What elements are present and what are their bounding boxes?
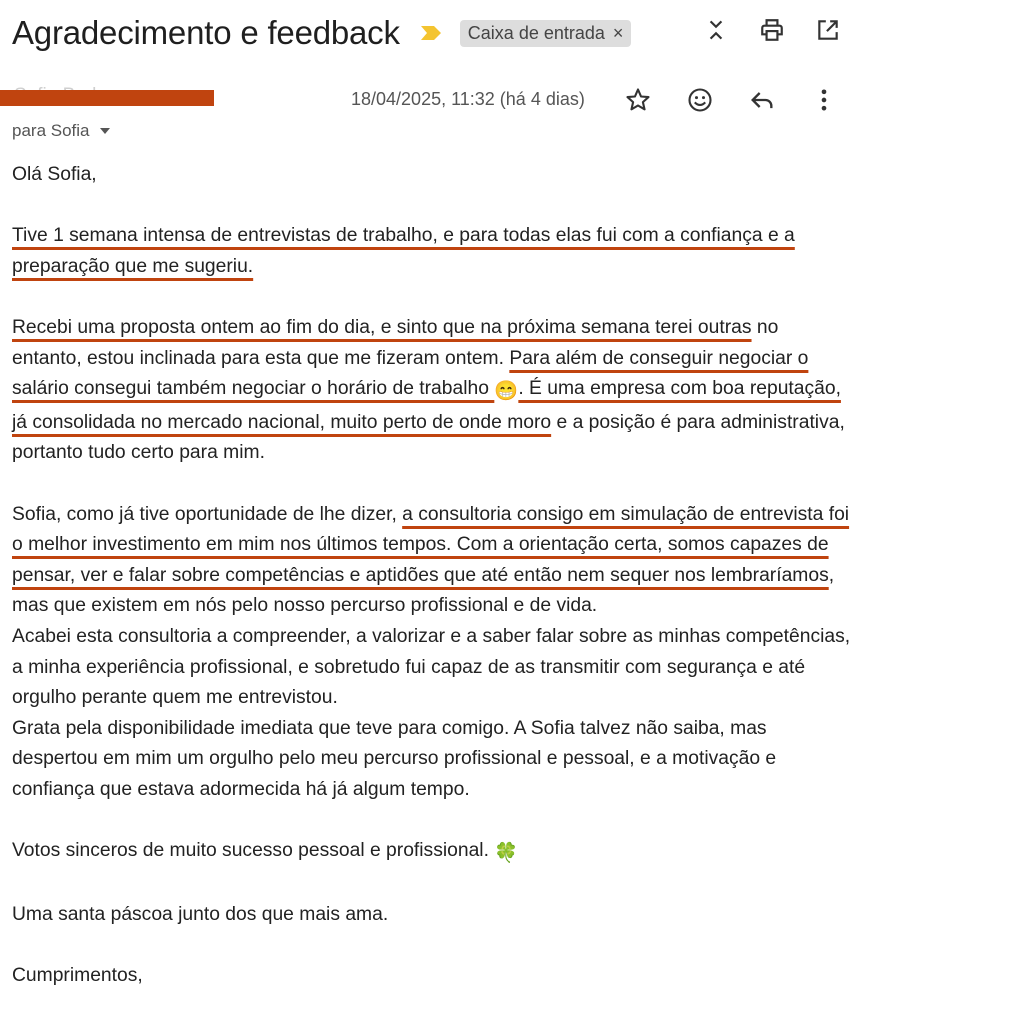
clover-emoji-icon: 🍀 xyxy=(494,843,519,865)
remove-label-button[interactable]: × xyxy=(612,22,624,43)
open-in-new-window-icon[interactable] xyxy=(812,14,844,46)
paragraph-4: Acabei esta consultoria a compreender, a valorizar e a saber falar sobre as minhas competências, a minha experiência profissional, e sobretudo fui capaz de as transmitir com segurança e até orgulho perante quem me entrevistou. xyxy=(12,625,851,709)
message-body xyxy=(12,160,852,992)
message-header xyxy=(0,84,860,118)
importance-marker-icon[interactable] xyxy=(420,25,442,41)
message-date: 18/04/2025, 11:32 (há 4 dias) xyxy=(351,89,585,109)
paragraph-7: Uma santa páscoa junto dos que mais ama. xyxy=(12,904,389,926)
text-2c: Para além de conseguir negociar o salário consegui também negociar o horário de trabalho xyxy=(12,347,809,400)
text-6: Votos sinceros de muito sucesso pessoal e profissional. xyxy=(12,840,495,862)
more-vert-icon[interactable] xyxy=(808,84,840,116)
email-subject: Agradecimento e feedback xyxy=(12,14,400,51)
message-actions xyxy=(622,84,840,116)
redaction-bar xyxy=(0,90,214,106)
text-3a: Sofia, como já tive oportunidade de lhe dizer, xyxy=(12,503,403,525)
text-2e: e a posição é para administrativa, portanto tudo certo para mim. xyxy=(12,411,845,464)
star-icon[interactable] xyxy=(622,84,654,116)
greeting: Olá Sofia, xyxy=(12,164,97,185)
emoji-reaction-icon[interactable] xyxy=(684,84,716,116)
paragraph-6 xyxy=(12,836,852,870)
highlight-1: Tive 1 semana intensa de entrevistas de trabalho, e para todas elas fui com a confiança e a preparação que me sugeriu. xyxy=(12,225,795,277)
label-chip-text: Caixa de entrada xyxy=(467,22,605,43)
show-details-icon[interactable] xyxy=(100,128,110,134)
closing: Cumprimentos, xyxy=(12,965,143,987)
paragraph-1 xyxy=(12,221,852,282)
thread-toolbar xyxy=(700,14,844,46)
subject-row xyxy=(12,10,631,56)
highlight-3b: a consultoria consigo em simulação de entrevista foi o melhor investimento em mim nos últimos tempos. Com a orientação certa, somos capazes de pensar, ver e falar sobre competências e aptidões que até então nem sequer nos lembraríamos xyxy=(12,503,850,586)
text-2d: . É uma empresa com boa reputação, já consolidada no mercado nacional, muito perto de onde moro xyxy=(12,378,841,433)
paragraph-2 xyxy=(12,313,852,469)
paragraph-5: Grata pela disponibilidade imediata que teve para comigo. A Sofia talvez não saiba, mas despertou em mim um orgulho pelo meu percurso profissional e pessoal, e a motivação e confiança que estava adormecida há já algum tempo. xyxy=(12,717,777,800)
grin-emoji-icon: 😁 xyxy=(494,381,519,403)
text-3c: , mas que existem em nós pelo nosso percurso profissional e de vida. xyxy=(12,564,835,617)
recipient-row xyxy=(12,121,110,141)
highlight-2a: Recebi uma proposta ontem ao fim do dia, e sinto que na próxima semana terei outras xyxy=(12,316,752,338)
paragraph-3 xyxy=(12,500,852,622)
print-icon[interactable] xyxy=(756,14,788,46)
recipient-text: para Sofia xyxy=(12,121,90,140)
reply-icon[interactable] xyxy=(746,84,778,116)
label-chip-inbox[interactable] xyxy=(460,20,632,47)
text-2b: no entanto, estou inclinada para esta que me fizeram ontem. xyxy=(12,316,779,369)
expand-collapse-icon[interactable] xyxy=(700,14,732,46)
